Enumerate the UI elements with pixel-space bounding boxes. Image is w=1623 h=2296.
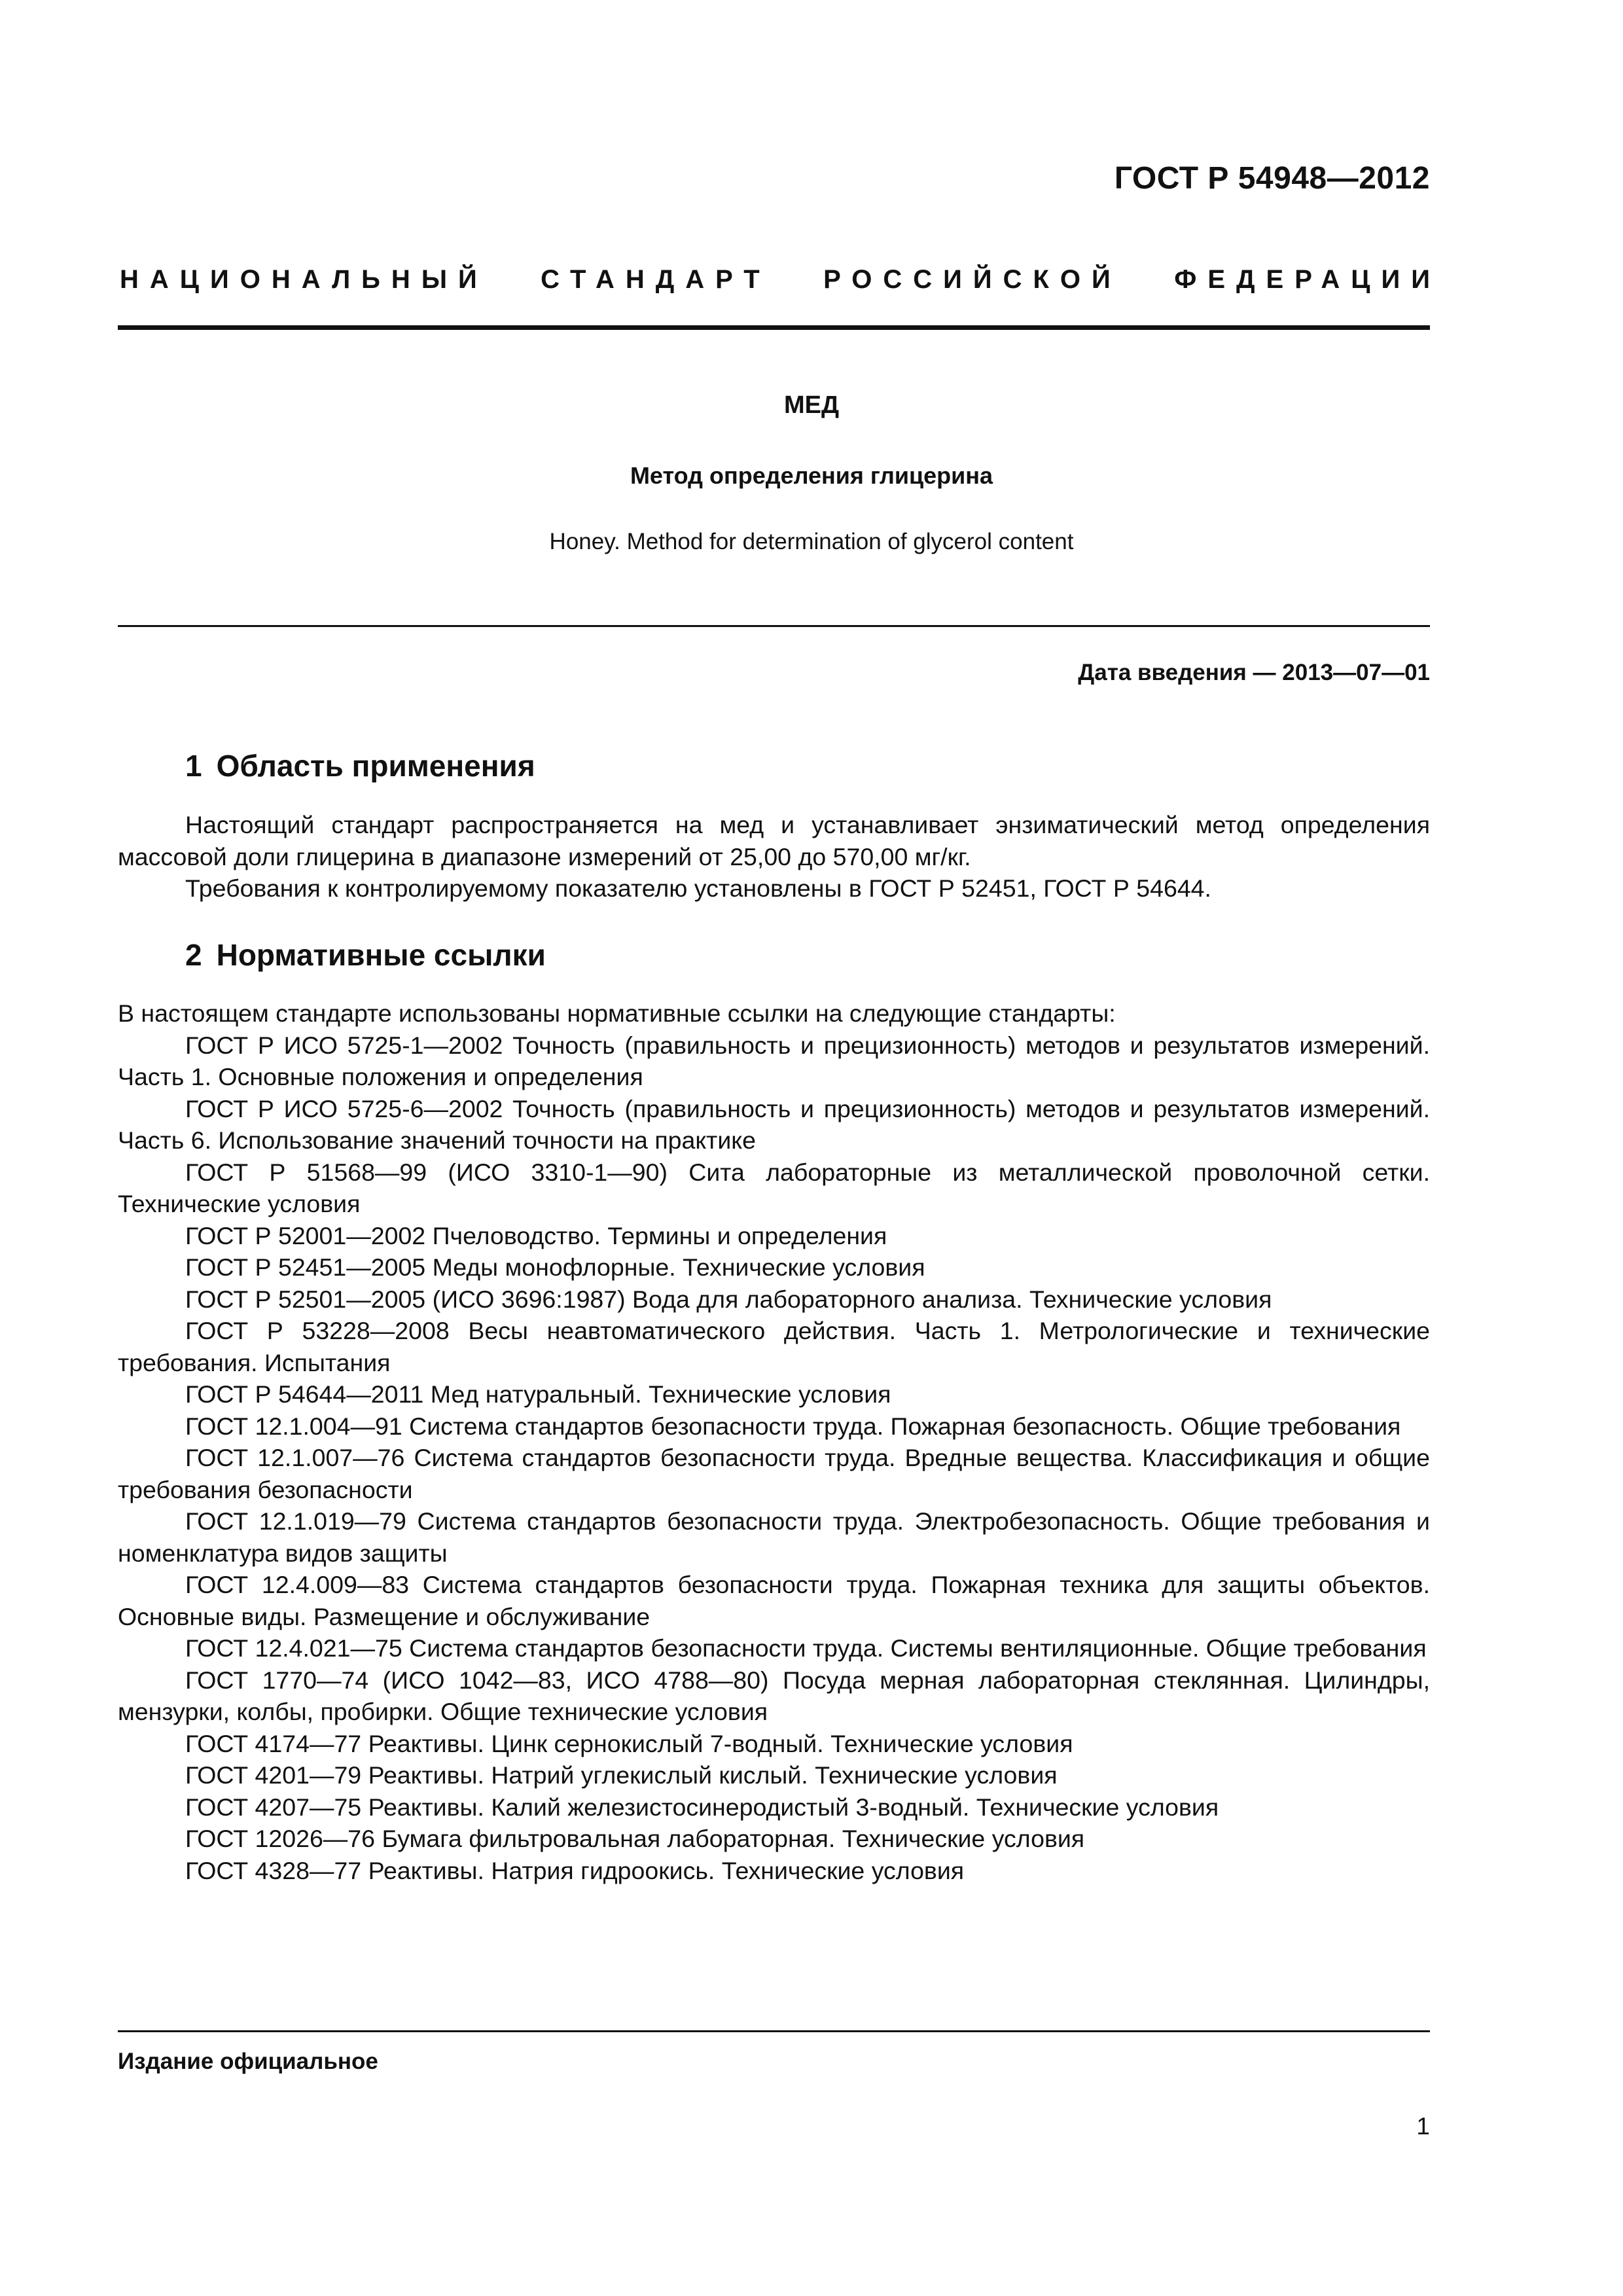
reference-item: ГОСТ 12.1.019—79 Система стандартов безопасности труда. Электробезопасность. Общие требования и номенклатура видов защиты [118,1507,1430,1567]
reference-item: ГОСТ Р 52001—2002 Пчеловодство. Термины и определения [185,1221,887,1249]
title-divider [118,625,1430,627]
document-title-english: Honey. Method for determination of glycerol content [549,529,1074,554]
paragraph: Требования к контролируемому показателю установлены в ГОСТ Р 52451, ГОСТ Р 54644. [185,874,1211,902]
header-divider [118,325,1430,330]
section-title: Область применения [216,749,535,783]
reference-item: ГОСТ 12026—76 Бумага фильтровальная лабораторная. Технические условия [185,1825,1085,1852]
footer-divider [118,2030,1430,2032]
reference-item: ГОСТ 12.4.009—83 Система стандартов безопасности труда. Пожарная техника для защиты объектов. Основные виды. Размещение и обслуживание [118,1571,1430,1630]
national-title-word: СТАНДАРТ [541,265,771,294]
national-title-word: РОССИЙСКОЙ [823,265,1122,294]
reference-item: ГОСТ 4328—77 Реактивы. Натрия гидроокись. Технические условия [185,1856,965,1884]
paragraph: В настоящем стандарте использованы нормативные ссылки на следующие стандарты: [118,999,1116,1027]
reference-item: ГОСТ Р 52451—2005 Меды монофлорные. Технические условия [185,1253,925,1281]
reference-item: ГОСТ Р 53228—2008 Весы неавтоматического действия. Часть 1. Метрологические и технические требования. Испытания [118,1317,1430,1376]
reference-item: ГОСТ 4174—77 Реактивы. Цинк сернокислый 7-водный. Технические условия [185,1729,1073,1757]
section-heading [185,748,535,783]
reference-item: ГОСТ 4207—75 Реактивы. Калий железистосинеродистый 3-водный. Технические условия [185,1793,1219,1821]
page-number: 1 [1416,2113,1430,2140]
reference-item: ГОСТ 1770—74 (ИСО 1042—83, ИСО 4788—80) Посуда мерная лабораторная стеклянная. Цилиндры, мензурки, колбы, пробирки. Общие технические условия [118,1666,1430,1725]
section-number: 1 [185,749,202,783]
reference-item: ГОСТ Р 51568—99 (ИСО 3310-1—90) Сита лабораторные из металлической проволочной сетки. Технические условия [118,1158,1430,1217]
section-title: Нормативные ссылки [216,938,546,972]
national-title-word: НАЦИОНАЛЬНЫЙ [120,265,488,294]
paragraph: Настоящий стандарт распространяется на мед и устанавливает энзиматический метод определения массовой доли глицерина в диапазоне измерений от 25,00 до 570,00 мг/кг. [118,811,1430,870]
document-title: МЕД [783,391,840,419]
reference-item: ГОСТ Р 52501—2005 (ИСО 3696:1987) Вода для лабораторного анализа. Технические условия [185,1285,1272,1313]
section-2-body [118,997,1430,1886]
reference-item: ГОСТ Р 54644—2011 Мед натуральный. Технические условия [185,1380,891,1408]
national-title-word: ФЕДЕРАЦИИ [1174,265,1441,294]
reference-item: ГОСТ 12.1.004—91 Система стандартов безопасности труда. Пожарная безопасность. Общие требования [185,1412,1401,1440]
reference-item: ГОСТ Р ИСО 5725-6—2002 Точность (правильность и прецизионность) методов и результатов измерений. Часть 6. Использование значений точности на практике [118,1094,1430,1154]
edition-label: Издание официальное [118,2049,378,2074]
section-1-body [118,809,1430,905]
introduction-date: Дата введения — 2013—07—01 [1078,660,1430,685]
reference-item: ГОСТ 12.1.007—76 Система стандартов безопасности труда. Вредные вещества. Классификация и общие требования безопасности [118,1444,1430,1503]
national-standard-title [120,265,1441,295]
reference-item: ГОСТ Р ИСО 5725-1—2002 Точность (правильность и прецизионность) методов и результатов измерений. Часть 1. Основные положения и определения [118,1031,1430,1090]
document-subtitle: Метод определения глицерина [630,462,993,489]
reference-item: ГОСТ 4201—79 Реактивы. Натрий углекислый кислый. Технические условия [185,1761,1058,1789]
reference-item: ГОСТ 12.4.021—75 Система стандартов безопасности труда. Системы вентиляционные. Общие требования [185,1634,1427,1662]
section-number: 2 [185,938,202,972]
section-heading [185,937,546,973]
document-code: ГОСТ Р 54948—2012 [1114,161,1430,196]
